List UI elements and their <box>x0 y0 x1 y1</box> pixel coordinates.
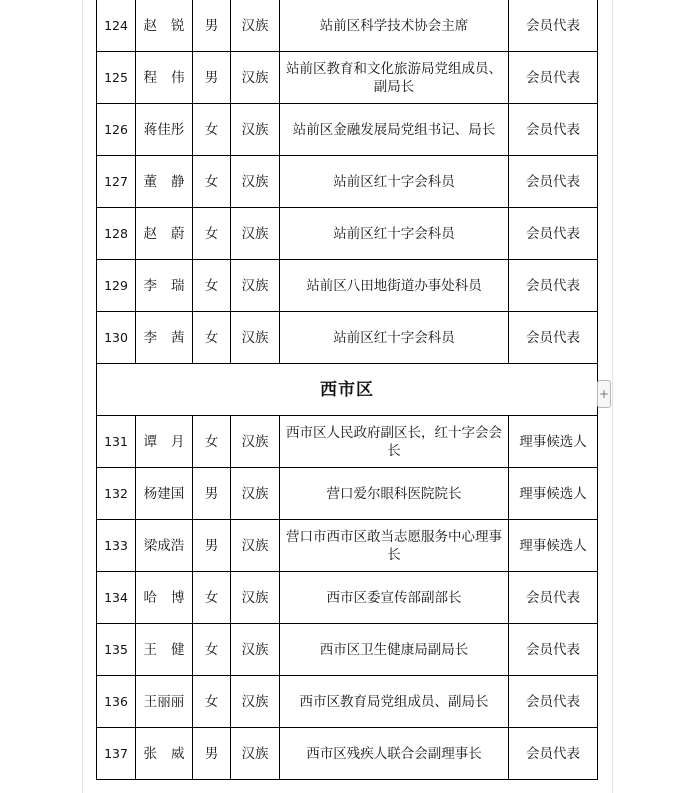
page-edge-left <box>82 0 83 793</box>
table-row <box>97 208 598 260</box>
member-gender: 女 <box>193 260 231 312</box>
member-position: 西市区残疾人联合会副理事长 <box>280 728 509 780</box>
row-number: 128 <box>97 208 136 260</box>
member-gender: 女 <box>193 208 231 260</box>
member-ethnicity: 汉族 <box>231 416 280 468</box>
member-gender: 男 <box>193 52 231 104</box>
table-row <box>97 156 598 208</box>
member-role: 会员代表 <box>509 676 598 728</box>
member-gender: 女 <box>193 572 231 624</box>
member-roster-table <box>96 0 598 780</box>
member-name: 程 伟 <box>136 52 193 104</box>
member-position: 营口市西市区敢当志愿服务中心理事长 <box>280 520 509 572</box>
member-role: 会员代表 <box>509 572 598 624</box>
table-row <box>97 572 598 624</box>
row-number: 129 <box>97 260 136 312</box>
row-number: 135 <box>97 624 136 676</box>
member-name: 梁成浩 <box>136 520 193 572</box>
table-row <box>97 676 598 728</box>
member-ethnicity: 汉族 <box>231 260 280 312</box>
row-number: 137 <box>97 728 136 780</box>
member-position: 站前区红十字会科员 <box>280 312 509 364</box>
member-role: 会员代表 <box>509 624 598 676</box>
member-position: 站前区红十字会科员 <box>280 208 509 260</box>
member-name: 李 茜 <box>136 312 193 364</box>
member-ethnicity: 汉族 <box>231 312 280 364</box>
table-row <box>97 104 598 156</box>
member-name: 谭 月 <box>136 416 193 468</box>
member-ethnicity: 汉族 <box>231 104 280 156</box>
row-number: 132 <box>97 468 136 520</box>
member-position: 西市区委宣传部副部长 <box>280 572 509 624</box>
member-role: 理事候选人 <box>509 520 598 572</box>
zhanqian-section-rows <box>97 0 598 364</box>
member-name: 杨建国 <box>136 468 193 520</box>
member-ethnicity: 汉族 <box>231 0 280 52</box>
member-position: 西市区卫生健康局副局长 <box>280 624 509 676</box>
member-name: 张 威 <box>136 728 193 780</box>
member-position: 站前区教育和文化旅游局党组成员、副局长 <box>280 52 509 104</box>
member-gender: 男 <box>193 728 231 780</box>
section-header-row <box>97 364 598 416</box>
member-role: 会员代表 <box>509 208 598 260</box>
member-ethnicity: 汉族 <box>231 52 280 104</box>
row-number: 125 <box>97 52 136 104</box>
table-row <box>97 0 598 52</box>
row-number: 131 <box>97 416 136 468</box>
member-position: 西市区人民政府副区长，红十字会会长 <box>280 416 509 468</box>
member-name: 蒋佳彤 <box>136 104 193 156</box>
table-row <box>97 468 598 520</box>
table-row <box>97 416 598 468</box>
section-header-group <box>97 364 598 416</box>
member-ethnicity: 汉族 <box>231 572 280 624</box>
member-position: 站前区金融发展局党组书记、局长 <box>280 104 509 156</box>
row-number: 127 <box>97 156 136 208</box>
member-role: 会员代表 <box>509 104 598 156</box>
table-row <box>97 260 598 312</box>
member-ethnicity: 汉族 <box>231 520 280 572</box>
table-row <box>97 520 598 572</box>
page-edge-right <box>612 0 613 793</box>
member-role: 会员代表 <box>509 156 598 208</box>
member-ethnicity: 汉族 <box>231 208 280 260</box>
xishi-section-rows <box>97 416 598 780</box>
member-role: 会员代表 <box>509 260 598 312</box>
member-gender: 女 <box>193 416 231 468</box>
table-row <box>97 624 598 676</box>
member-name: 赵 锐 <box>136 0 193 52</box>
member-gender: 女 <box>193 104 231 156</box>
member-name: 哈 博 <box>136 572 193 624</box>
member-ethnicity: 汉族 <box>231 624 280 676</box>
member-position: 站前区红十字会科员 <box>280 156 509 208</box>
member-gender: 女 <box>193 676 231 728</box>
member-name: 李 瑞 <box>136 260 193 312</box>
row-number: 133 <box>97 520 136 572</box>
section-title: 西市区 <box>97 364 598 416</box>
member-role: 会员代表 <box>509 312 598 364</box>
row-number: 130 <box>97 312 136 364</box>
table-row <box>97 728 598 780</box>
row-number: 126 <box>97 104 136 156</box>
row-number: 134 <box>97 572 136 624</box>
member-name: 赵 蔚 <box>136 208 193 260</box>
member-position: 西市区教育局党组成员、副局长 <box>280 676 509 728</box>
member-role: 理事候选人 <box>509 468 598 520</box>
member-role: 会员代表 <box>509 728 598 780</box>
member-ethnicity: 汉族 <box>231 728 280 780</box>
member-gender: 男 <box>193 0 231 52</box>
member-name: 董 静 <box>136 156 193 208</box>
member-gender: 女 <box>193 312 231 364</box>
member-name: 王 健 <box>136 624 193 676</box>
member-ethnicity: 汉族 <box>231 468 280 520</box>
member-role: 会员代表 <box>509 52 598 104</box>
member-position: 营口爱尔眼科医院院长 <box>280 468 509 520</box>
member-role: 会员代表 <box>509 0 598 52</box>
member-ethnicity: 汉族 <box>231 676 280 728</box>
member-gender: 男 <box>193 468 231 520</box>
table-row <box>97 312 598 364</box>
member-name: 王丽丽 <box>136 676 193 728</box>
row-number: 136 <box>97 676 136 728</box>
member-position: 站前区科学技术协会主席 <box>280 0 509 52</box>
member-gender: 女 <box>193 624 231 676</box>
member-gender: 女 <box>193 156 231 208</box>
row-number: 124 <box>97 0 136 52</box>
member-gender: 男 <box>193 520 231 572</box>
member-ethnicity: 汉族 <box>231 156 280 208</box>
expand-handle-plus-icon[interactable]: + <box>597 380 611 408</box>
member-position: 站前区八田地街道办事处科员 <box>280 260 509 312</box>
member-role: 理事候选人 <box>509 416 598 468</box>
table-row <box>97 52 598 104</box>
